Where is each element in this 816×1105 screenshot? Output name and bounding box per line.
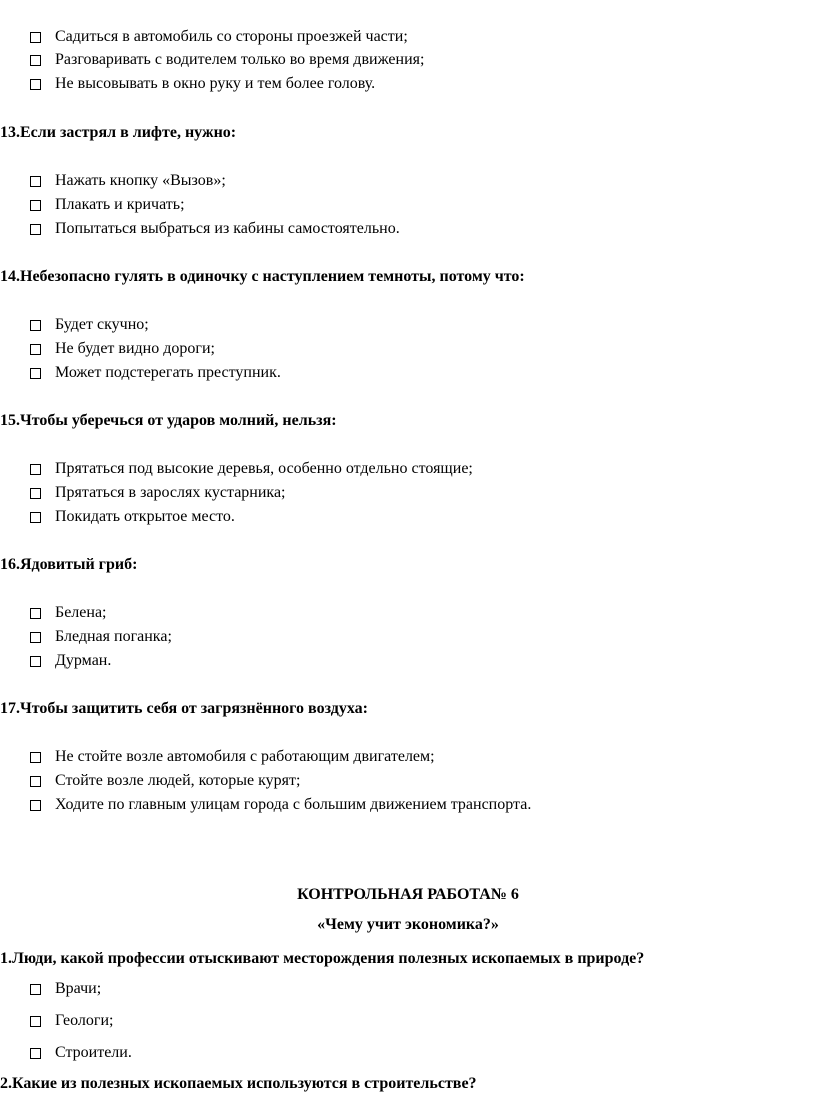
checkbox-icon[interactable] xyxy=(30,464,41,475)
checkbox-icon[interactable] xyxy=(30,344,41,355)
option-item[interactable] xyxy=(30,771,300,791)
checkbox-icon[interactable] xyxy=(30,79,41,90)
option-item[interactable] xyxy=(30,363,281,383)
option-label: Прятаться под высокие деревья, особенно отдельно стоящие; xyxy=(55,460,473,477)
option-item[interactable] xyxy=(30,195,185,215)
option-label: Попытаться выбраться из кабины самостоятельно. xyxy=(55,220,400,237)
checkbox-icon[interactable] xyxy=(30,200,41,211)
option-label: Может подстерегать преступник. xyxy=(55,364,281,381)
checkbox-icon[interactable] xyxy=(30,776,41,787)
checkbox-icon[interactable] xyxy=(30,656,41,667)
section-title: КОНТРОЛЬНАЯ РАБОТА№ 6 xyxy=(297,886,519,903)
section-question-1-title: 1.Люди, какой профессии отыскивают месторождения полезных ископаемых в природе? xyxy=(0,950,645,967)
option-label: Стойте возле людей, которые курят; xyxy=(55,772,301,789)
checkbox-icon[interactable] xyxy=(30,224,41,235)
checkbox-icon[interactable] xyxy=(30,1016,41,1027)
checkbox-icon[interactable] xyxy=(30,512,41,523)
option-item[interactable] xyxy=(30,27,408,47)
option-label: Врачи; xyxy=(55,980,102,997)
option-item[interactable] xyxy=(30,171,226,191)
checkbox-icon[interactable] xyxy=(30,368,41,379)
option-item[interactable] xyxy=(30,1043,132,1063)
option-item[interactable] xyxy=(30,315,149,335)
section-question-2-title: 2.Какие из полезных ископаемых используются в строительстве? xyxy=(0,1075,477,1092)
checkbox-icon[interactable] xyxy=(30,488,41,499)
question-14-title: 14.Небезопасно гулять в одиночку с наступлением темноты, потому что: xyxy=(0,268,525,285)
option-item[interactable] xyxy=(30,747,435,767)
option-item[interactable] xyxy=(30,979,101,999)
checkbox-icon[interactable] xyxy=(30,1048,41,1059)
option-label: Будет скучно; xyxy=(55,316,149,333)
option-label: Не будет видно дороги; xyxy=(55,340,215,357)
option-label: Разговаривать с водителем только во время движения; xyxy=(55,51,425,68)
checkbox-icon[interactable] xyxy=(30,608,41,619)
option-item[interactable] xyxy=(30,1011,113,1031)
option-item[interactable] xyxy=(30,795,531,815)
checkbox-icon[interactable] xyxy=(30,984,41,995)
option-item[interactable] xyxy=(30,483,286,503)
option-label: Плакать и кричать; xyxy=(55,196,185,213)
option-item[interactable] xyxy=(30,603,106,623)
option-label: Не стойте возле автомобиля с работающим двигателем; xyxy=(55,748,435,765)
option-label: Белена; xyxy=(55,604,107,621)
checkbox-icon[interactable] xyxy=(30,32,41,43)
option-item[interactable] xyxy=(30,219,400,239)
question-17-title: 17.Чтобы защитить себя от загрязнённого воздуха: xyxy=(0,700,368,717)
option-label: Строители. xyxy=(55,1044,132,1061)
checkbox-icon[interactable] xyxy=(30,176,41,187)
option-item[interactable] xyxy=(30,651,111,671)
option-label: Не высовывать в окно руку и тем более голову. xyxy=(55,75,376,92)
checkbox-icon[interactable] xyxy=(30,320,41,331)
checkbox-icon[interactable] xyxy=(30,752,41,763)
question-16-title: 16.Ядовитый гриб: xyxy=(0,556,138,573)
checkbox-icon[interactable] xyxy=(30,55,41,66)
option-item[interactable] xyxy=(30,507,235,527)
option-label: Садиться в автомобиль со стороны проезжей части; xyxy=(55,28,408,45)
option-label: Бледная поганка; xyxy=(55,628,172,645)
option-label: Нажать кнопку «Вызов»; xyxy=(55,172,226,189)
option-label: Геологи; xyxy=(55,1012,114,1029)
option-item[interactable] xyxy=(30,50,424,70)
option-label: Ходите по главным улицам города с большим движением транспорта. xyxy=(55,796,532,813)
section-subtitle: «Чему учит экономика?» xyxy=(317,916,499,933)
option-item[interactable] xyxy=(30,339,215,359)
option-item[interactable] xyxy=(30,627,172,647)
question-15-title: 15.Чтобы уберечься от ударов молний, нельзя: xyxy=(0,412,337,429)
option-label: Покидать открытое место. xyxy=(55,508,235,525)
option-label: Дурман. xyxy=(55,652,112,669)
checkbox-icon[interactable] xyxy=(30,632,41,643)
option-item[interactable] xyxy=(30,459,473,479)
checkbox-icon[interactable] xyxy=(30,800,41,811)
option-label: Прятаться в зарослях кустарника; xyxy=(55,484,286,501)
option-item[interactable] xyxy=(30,74,375,94)
question-13-title: 13.Если застрял в лифте, нужно: xyxy=(0,124,237,141)
